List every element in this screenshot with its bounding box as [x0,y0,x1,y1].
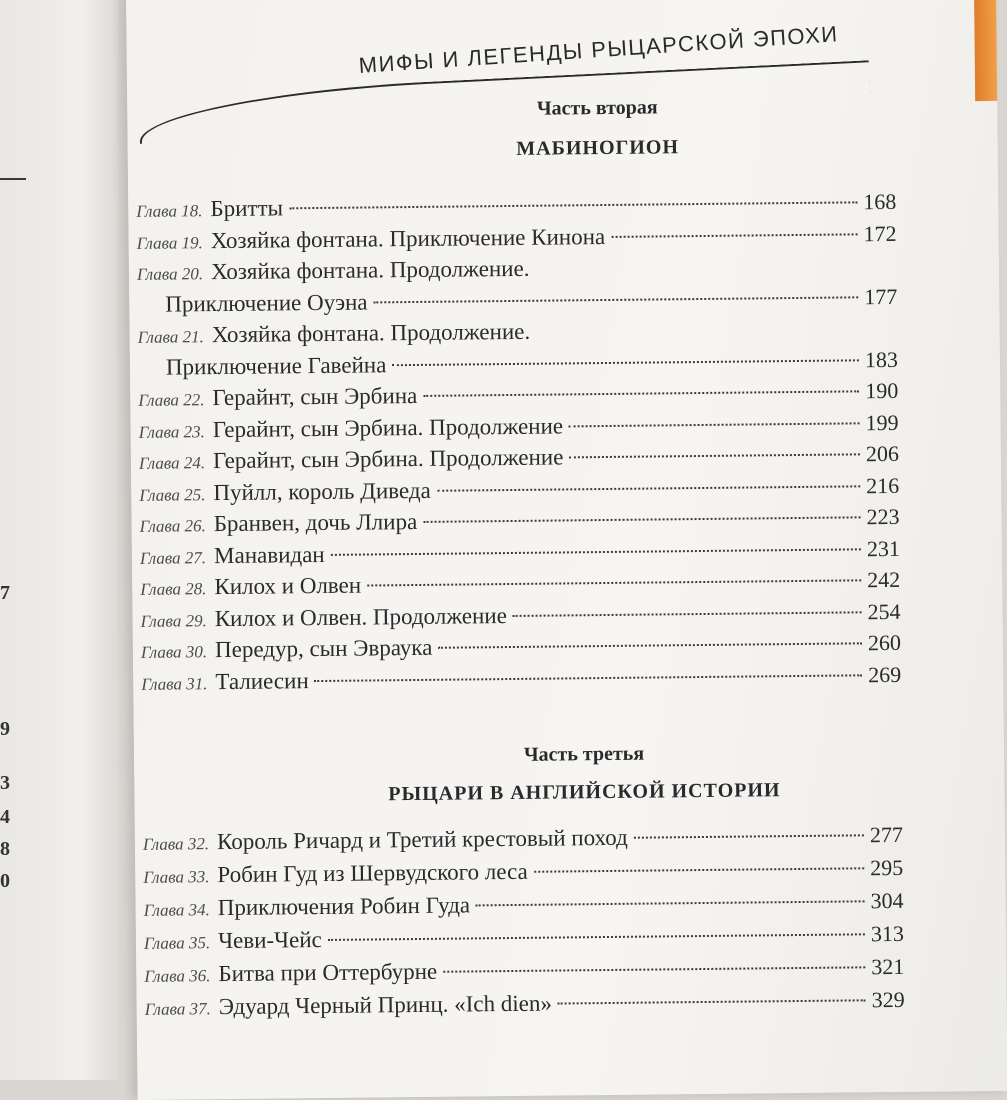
toc-entry-line [145,985,905,1025]
leader-dots [374,296,859,303]
chapter-label: Глава 24. [138,453,206,473]
toc-part3 [142,820,905,1020]
chapter-label: Глава 28. [140,579,207,599]
chapter-title: Эдуард Черный Принц. «Ich dien» [218,990,553,1020]
chapter-title-cont: Приключение Оуэна [165,289,368,317]
toc-entry [145,985,905,1025]
page-number: 313 [870,920,905,947]
page-number: 277 [869,821,904,848]
chapter-label: Глава 37. [144,999,211,1019]
left-page-fragment: 4 [0,806,10,828]
leader-dots [331,548,861,556]
left-page-fragment: 7 [0,582,10,604]
page-number: 295 [870,854,904,881]
chapter-title: Герайнт, сын Эрбина. Продолжение [212,412,564,442]
leader-dots [634,834,864,838]
chapter-title: Битва при Оттербурне [218,958,438,987]
chapter-title: Талиесин [215,667,309,694]
running-header: МИФЫ И ЛЕГЕНДЫ РЫЦАРСКОЙ ЭПОХИ [357,21,840,78]
chapter-label: Глава 32. [142,834,210,854]
page-number: 206 [865,440,900,467]
leader-dots [328,933,865,941]
page-number: 329 [871,986,905,1013]
chapter-title: Герайнт, сын Эрбина. Продолжение [212,444,564,474]
chapter-label: Глава 30. [140,642,208,662]
chapter-title: Килох и Олвен. Продолжение [214,602,507,631]
chapter-label: Глава 18. [136,201,203,221]
page-number: 242 [867,566,901,593]
page-number: 254 [867,598,901,624]
chapter-label: Глава 31. [141,673,208,694]
page-number: 231 [866,535,901,561]
leader-dots [423,516,860,523]
page-number: 199 [865,409,899,435]
book-page [126,0,1007,1100]
page-number: 260 [867,629,902,656]
chapter-label: Глава 35. [143,933,211,953]
chapter-title: Бритты [210,195,284,222]
chapter-label: Глава 19. [136,232,203,253]
toc-part2 [136,187,902,694]
leader-dots [611,233,857,238]
chapter-title: Чеви-Чейс [217,927,322,954]
leader-dots [315,674,863,682]
chapter-label: Глава 21. [137,327,204,347]
left-page-fragment: 8 [0,838,10,860]
chapter-title: Хозяйка фонтана. Продолжение. [211,318,531,348]
toc-entry-line [141,659,901,699]
chapter-title: Хозяйка фонтана. Приключение Кинона [210,223,606,253]
page-number: 183 [864,346,899,373]
page-number: 304 [870,887,904,914]
left-page-fragment: 3 [0,772,10,794]
chapter-title: Манавидан [213,541,325,568]
leader-dots [443,966,865,972]
leader-dots [423,390,859,397]
chapter-title-cont: Приключение Гавейна [165,352,387,380]
leader-dots [437,485,860,491]
chapter-title: Герайнт, сын Эрбина [212,382,418,411]
chapter-label: Глава 26. [139,516,206,536]
left-page-fragment: 9 [0,718,10,740]
chapter-label: Глава 20. [136,264,204,284]
chapter-title: Робин Гуд из Шервудского леса [217,858,528,888]
part3-label: Часть третья [523,742,645,766]
page-number: 168 [863,188,897,215]
page-number: 321 [871,953,905,980]
toc-entry [141,659,901,699]
leader-dots [289,201,857,209]
orange-cover-edge [974,0,997,101]
left-page-rule [0,178,26,180]
chapter-label: Глава 25. [139,484,206,505]
page-number: 223 [866,503,900,530]
leader-dots [367,579,861,586]
leader-dots [534,867,864,872]
chapter-label: Глава 29. [140,610,207,631]
chapter-label: Глава 33. [143,867,210,887]
toc-entry [137,250,898,320]
chapter-title: Пуйлл, король Диведа [213,477,431,505]
page-number: 269 [868,661,902,687]
part3-title: РЫЦАРИ В АНГЛИЙСКОЙ ИСТОРИИ [388,779,781,806]
left-page-fragment: 0 [0,870,10,892]
part2-title: МАБИНОГИОН [516,136,680,160]
chapter-title: Король Ричард и Третий крестовый поход [216,824,628,855]
chapter-label: Глава 22. [138,390,205,410]
chapter-title: Хозяйка фонтана. Продолжение. [210,255,530,285]
part2-label: Часть вторая [536,96,658,120]
chapter-label: Глава 27. [139,547,207,568]
chapter-title: Бранвен, дочь Ллира [213,508,418,537]
chapter-title: Передур, сын Эвраука [214,634,433,663]
toc-entry [137,313,898,383]
page-number: 216 [866,472,900,498]
leader-dots [569,422,860,427]
leader-dots [558,999,866,1004]
chapter-label: Глава 36. [144,966,211,986]
page-number: 177 [864,283,898,310]
leader-dots [438,642,862,648]
chapter-label: Глава 23. [138,421,205,442]
left-page-edge [0,0,118,1080]
page-number: 172 [863,220,897,246]
chapter-title: Приключения Робин Гуда [217,892,471,921]
leader-dots [513,611,862,617]
chapter-label: Глава 34. [143,900,210,920]
chapter-title: Килох и Олвен [214,572,362,600]
leader-dots [476,900,865,906]
leader-dots [392,359,859,366]
leader-dots [569,453,860,458]
page-number: 190 [865,377,899,404]
